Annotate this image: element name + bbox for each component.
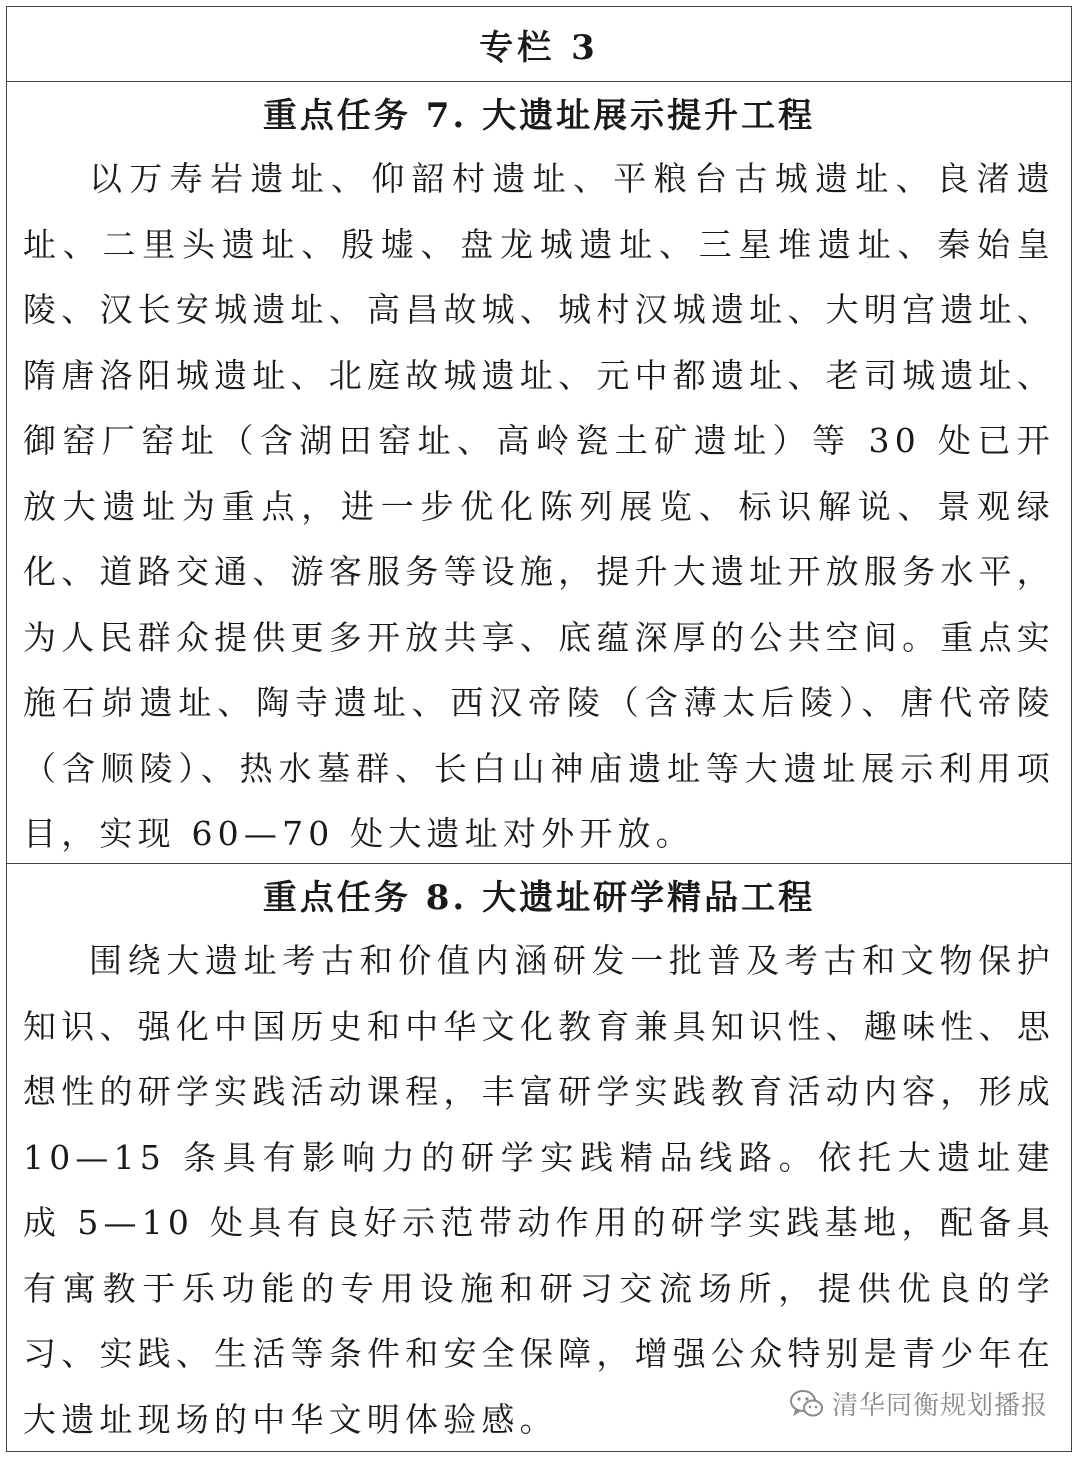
- column-table: [6, 6, 1072, 1452]
- watermark: [784, 1383, 1054, 1424]
- wechat-icon: [790, 1389, 824, 1419]
- task-8-body: 围绕大遗址考古和价值内涵研发一批普及考古和文物保护知识、强化中国历史和中华文化教育兼具知识性、趣味性、思想性的研学实践活动课程，丰富研学实践教育活动内容，形成 10—15 条具有影响力的研学实践精品线路。依托大遗址建成 5—10 处具有良好示范带动作用的研学实践基地，配备具有寓教于乐功能的专用设施和研习交流场所，提供优良的学习、实践、生活等条件和安全保障，增强公众特别是青少年在大遗址现场的中华文明体验感。: [23, 941, 1055, 1439]
- task-8-heading: 重点任务 8. 大遗址研学精品工程: [262, 878, 816, 918]
- watermark-text: 清华同衡规划播报: [831, 1391, 1048, 1421]
- task-7-section: [7, 82, 1071, 864]
- task-7-body: 以万寿岩遗址、仰韶村遗址、平粮台古城遗址、良渚遗址、二里头遗址、殷墟、盘龙城遗址、三星堆遗址、秦始皇陵、汉长安城遗址、高昌故城、城村汉城遗址、大明宫遗址、隋唐洛阳城遗址、北庭故城遗址、元中都遗址、老司城遗址、御窑厂窑址（含湖田窑址、高岭瓷土矿遗址）等 30 处已开放大遗址为重点，进一步优化陈列展览、标识解说、景观绿化、道路交通、游客服务等设施，提升大遗址开放服务水平，为人民群众提供更多开放共享、底蕴深厚的公共空间。重点实施石峁遗址、陶寺遗址、西汉帝陵（含薄太后陵）、唐代帝陵（含顺陵）、热水墓群、长白山神庙遗址等大遗址展示利用项目，实现 60—70 处大遗址对外开放。: [23, 159, 1055, 853]
- task-8-section: [7, 864, 1071, 1450]
- table-title: 专栏 3: [7, 7, 1071, 82]
- task-7-heading: 重点任务 7. 大遗址展示提升工程: [262, 96, 816, 136]
